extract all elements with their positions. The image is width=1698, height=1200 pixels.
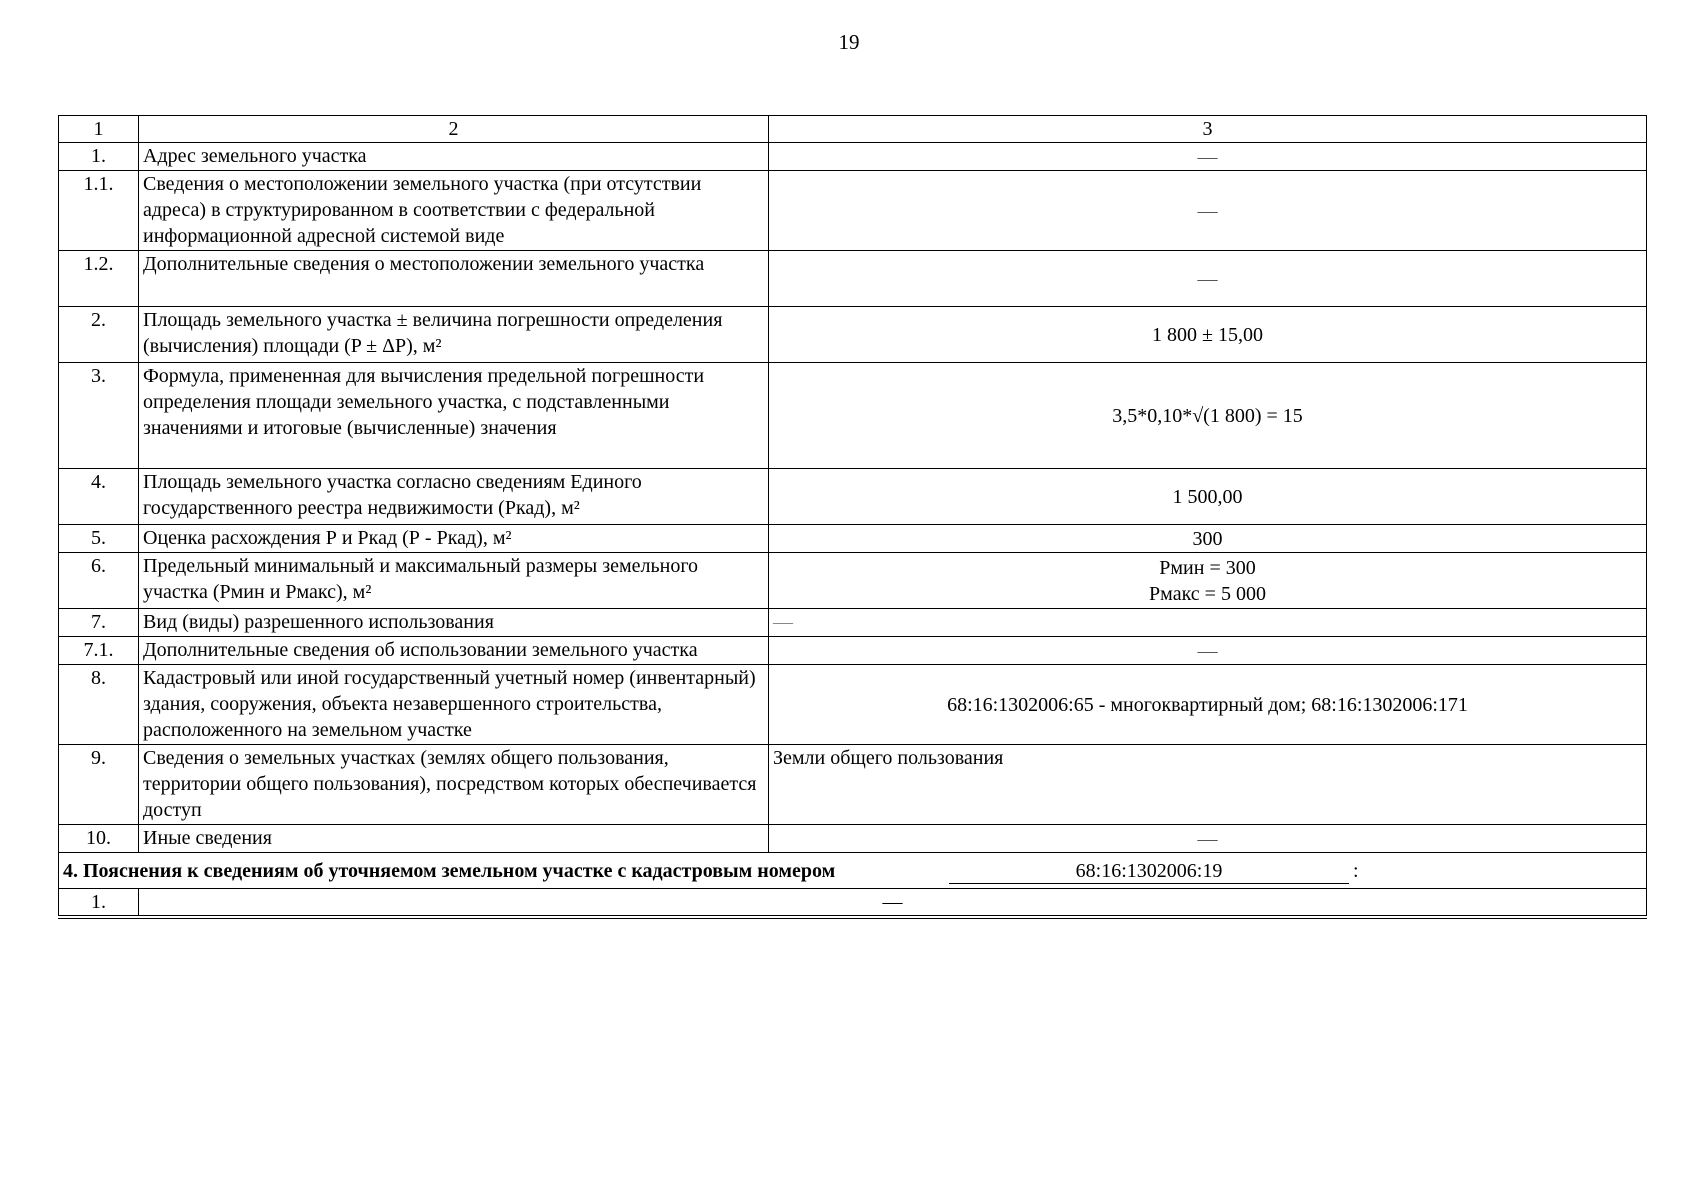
- p-max-value: Рмакс = 5 000: [1149, 582, 1266, 605]
- table-row: [59, 889, 1647, 918]
- row-description: Адрес земельного участка: [139, 143, 769, 171]
- table-row: [59, 525, 1647, 553]
- table-row: [59, 251, 1647, 307]
- row-value: —: [769, 171, 1647, 251]
- row-value: 3,5*0,10*√(1 800) = 15: [769, 363, 1647, 469]
- row-value: 300: [769, 525, 1647, 553]
- row-value: —: [769, 637, 1647, 665]
- row-number: 6.: [59, 553, 139, 609]
- table-row: [59, 469, 1647, 525]
- row-value: Земли общего пользования: [769, 745, 1647, 825]
- row-description: Кадастровый или иной государственный учетный номер (инвентарный) здания, сооружения, объекта незавершенного строительства, расположенного на земельном участке: [139, 665, 769, 745]
- section-4-title: 4. Пояснения к сведениям об уточняемом земельном участке с кадастровым номером: [63, 859, 836, 882]
- section-4-header-row: [59, 853, 1647, 889]
- row-number: 10.: [59, 825, 139, 853]
- table-row: [59, 307, 1647, 363]
- row-value: —: [769, 609, 1647, 637]
- row-number: 3.: [59, 363, 139, 469]
- table-row: [59, 553, 1647, 609]
- land-plot-info-table: [58, 115, 1647, 919]
- row-number: 5.: [59, 525, 139, 553]
- row-value: [769, 553, 1647, 609]
- header-col-2: 2: [139, 116, 769, 143]
- row-description: Площадь земельного участка согласно сведениям Единого государственного реестра недвижимости (Ркад), м²: [139, 469, 769, 525]
- table-row: [59, 665, 1647, 745]
- table-row: [59, 825, 1647, 853]
- table-header-row: [59, 116, 1647, 143]
- row-description: Сведения о земельных участках (землях общего пользования, территории общего пользования), посредством которых обеспечивается доступ: [139, 745, 769, 825]
- row-value: —: [139, 889, 1647, 918]
- row-description: Дополнительные сведения о местоположении земельного участка: [139, 251, 769, 307]
- row-number: 2.: [59, 307, 139, 363]
- row-number: 7.1.: [59, 637, 139, 665]
- row-number: 9.: [59, 745, 139, 825]
- table-row: [59, 609, 1647, 637]
- row-description: Оценка расхождения Р и Ркад (Р - Ркад), м²: [139, 525, 769, 553]
- row-number: 1.2.: [59, 251, 139, 307]
- row-description: Дополнительные сведения об использовании земельного участка: [139, 637, 769, 665]
- section-4-colon: :: [1353, 859, 1359, 882]
- header-col-1: 1: [59, 116, 139, 143]
- row-value: —: [769, 251, 1647, 307]
- table-row: [59, 363, 1647, 469]
- row-description: Сведения о местоположении земельного участка (при отсутствии адреса) в структурированном в соответствии с федеральной информационной адресной системой виде: [139, 171, 769, 251]
- row-description: Площадь земельного участка ± величина погрешности определения (вычисления) площади (P ± ΔP), м²: [139, 307, 769, 363]
- row-value: 1 500,00: [769, 469, 1647, 525]
- row-description: Предельный минимальный и максимальный размеры земельного участка (Рмин и Рмакс), м²: [139, 553, 769, 609]
- row-number: 1.: [59, 143, 139, 171]
- row-description: Формула, примененная для вычисления предельной погрешности определения площади земельного участка, с подставленными значениями и итоговые (вычисленные) значения: [139, 363, 769, 469]
- row-value: —: [769, 143, 1647, 171]
- row-number: 1.1.: [59, 171, 139, 251]
- row-value: 68:16:1302006:65 - многоквартирный дом; 68:16:1302006:171: [769, 665, 1647, 745]
- page-number: 19: [838, 30, 860, 54]
- row-value: 1 800 ± 15,00: [769, 307, 1647, 363]
- p-min-value: Рмин = 300: [1159, 556, 1256, 579]
- section-4-header: [59, 853, 1647, 889]
- table-row: [59, 745, 1647, 825]
- header-col-3: 3: [769, 116, 1647, 143]
- row-number: 7.: [59, 609, 139, 637]
- table-row: [59, 637, 1647, 665]
- row-number: 1.: [59, 889, 139, 918]
- row-number: 8.: [59, 665, 139, 745]
- table-row: [59, 171, 1647, 251]
- row-value: —: [769, 825, 1647, 853]
- cadastral-number: 68:16:1302006:19: [949, 859, 1349, 884]
- row-description: Вид (виды) разрешенного использования: [139, 609, 769, 637]
- table-row: [59, 143, 1647, 171]
- row-description: Иные сведения: [139, 825, 769, 853]
- row-number: 4.: [59, 469, 139, 525]
